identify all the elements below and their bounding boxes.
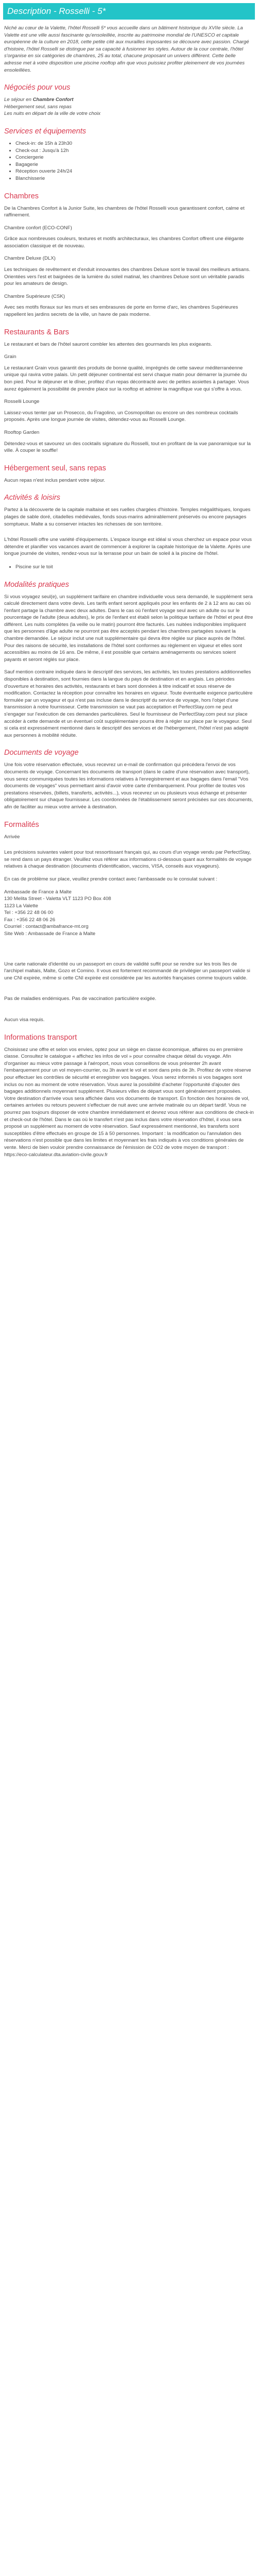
embassy-city: 1123 La Valette — [4, 903, 38, 909]
formalities-text-4: Pas de maladies endémiques. Pas de vaccination particulière exigée. — [4, 996, 156, 1002]
embassy-web: Site Web : Ambassade de France à Malte — [4, 931, 95, 937]
accommodation-line3: Les nuits en départ de la ville de votre choix — [4, 111, 101, 117]
formalities-text-3: Une carte nationale d'identité ou un passeport en cours de validité suffit pour se rendre sur les trois îles de l'archipel maltais, Malte, Gozo et Comino. Il vous est fortement recommandé de privilégier un passeport valide si une CNI expirée, même si cette CNI expirée est considérée par les autorités françaises comme toujours valide. — [4, 961, 250, 981]
embassy-name: Ambassade de France à Malte — [4, 889, 72, 895]
accommodation-line1-pre: Le séjour en — [4, 97, 33, 103]
rooms-intro: De la Chambres Confort à la Junior Suite, les chambres de l'hôtel Rosselli vous garantissent confort, calme et raffinement. — [4, 205, 245, 218]
accommodation-room-type: Chambre Confort — [33, 97, 74, 103]
list-item: • Blanchisserie — [15, 175, 254, 182]
accommodation-heading: Négociés pour vous — [4, 83, 71, 92]
transport-text: Choisissez une offre et selon vos envies, optez pour un siège en classe économique, affaires ou en première classe. Consultez le catalogue « affichez les infos de vol » pour connaître chaque détail du voyage. Afin d'organiser au mieux votre passage à l'aéroport, nous vous conseillons de vous présenter 2h avant l'embarquement pour un vol moyen-courrier, ou 3h avant le vol et sont dans près de 3h. Profitez de votre réserve pour effectuer les contrôles de sécurité et enregistrer vos bagages. Vous serez informés si vos bagages sont inclus ou non au moment de votre réservation. Vous aurez la possibilité d'acheter l'opportunité d'ajouter des bagages additionnels moyennant supplément. Plusieurs villes de départ vous sont généralement proposées. Votre destination d'arrivée vous sera affichée dans vos documents de transport. En fonction des horaires de vol, certaines arrivées ou retours peuvent s'effectuer de nuit avec une arrivée matinale ou un départ tardif. Vous ne pourrez pas toujours disposer de votre chambre immédiatement et devrez vous référer aux conditions de check-in et check-out de l'hôtel. Dans le cas où le transfert n'est pas inclus dans votre réservation d'hôtel, il vous sera proposé un supplément au moment de votre réservation. Sauf expressément mentionné, les transferts sont susceptibles d'être effectués en groupe de 15 à 50 personnes. Important : la modification ou l'annulation des réservations n'est possible que dans les limites et moyennant les frais indiqués à vos conditions générales de vente. Merci de bien vouloir prendre connaissance de l'émission de CO2 de votre moyen de transport : https://eco-calculateur.dta.aviation-civile.gouv.fr — [4, 1046, 254, 1158]
restaurants-intro: Le restaurant et bars de l'hôtel sauront combler les attentes des gourmands les plus exigeants. — [4, 341, 212, 347]
rooms-heading: Chambres — [4, 192, 39, 200]
list-item: • Réception ouverte 24h/24 — [15, 168, 254, 175]
list-item: • Bagagerie — [15, 161, 254, 168]
meals-heading: Hébergement seul, sans repas — [4, 464, 106, 472]
embassy-fax: Fax : +356 22 48 06 26 — [4, 917, 55, 923]
description-banner: Description - Rosselli - 5* — [3, 3, 255, 20]
room-confort-text: Grâce aux nombreuses couleurs, textures et motifs architecturaux, les chambres Confort offrent une élégante association classique et de nouveau. — [4, 236, 244, 249]
list-item: • Check-in: de 15h à 23h30 — [15, 140, 254, 147]
services-heading: Services et équipements — [4, 127, 86, 135]
formalities-heading: Formalités — [4, 820, 39, 829]
embassy-email: Courriel : contact@ambafrance-mt.org — [4, 924, 89, 930]
lounge-title: Rosselli Lounge — [4, 399, 40, 405]
list-item: • Piscine sur le toit — [15, 564, 254, 571]
accommodation-line2: Hébergement seul, sans repas — [4, 104, 72, 110]
meals-text: Aucun repas n'est inclus pendant votre séjour. — [4, 477, 105, 483]
intro-text: Niché au cœur de la Valette, l'hôtel Rosselli 5* vous accueille dans un bâtiment historique du XVIIe siècle. La Valette est une ville aussi fascinante qu'ensoleillée, inscrite au patrimoine mondial de l'UNESCO et capitale européenne de la culture en 2018, cette petite cité aux murailles imposantes se découvre avec passion. Chargé d'histoire, l'hôtel Rosselli se distingue par sa capacité à fusionner les styles. Autour de la cour centrale, l'hôtel s'organise en six catégories de chambres, 25 au total, chacune proposant un univers différent. Cette belle adresse met à votre disposition une piscine rooftop afin que vous puissiez profiter pleinement de vos journées ensoleillées. — [4, 25, 249, 73]
activities-list — [15, 564, 254, 571]
embassy-tel: Tel : +356 22 48 06 00 — [4, 910, 54, 916]
transport-heading: Informations transport — [4, 1033, 77, 1042]
formalities-text-2: En cas de problème sur place, veuillez prendre contact avec l'ambassade ou le consulat suivant : — [4, 876, 217, 882]
modalities-text-1: Si vous voyagez seul(e), un supplément tarifaire en chambre individuelle vous sera demandé, le supplément sera calculé directement dans votre devis. Les tarifs enfant seront appliqués pour les enfants de 2 à 12 ans au cas où l'enfant partage la chambre avec deux adultes. Dans le cas où l'enfant voyage seul avec un adulte ou sur le pourcentage de l'adulte (deux adultes), le prix de l'enfant est établi selon la politique tarifaire de l'hôtel et peut être différent. Les nuits complètes (la veille ou le matin) pourront être facturés. Les nuitées indisponibles impliquent que les personnes d'âge adulte ne pourront pas être acceptés pendant les chambres partagées suivant la chambre demandée. Le séjour inclut une nuit supplémentaire qui devra être réglée sur place auprès de l'hôtel. Pour des raisons de sécurité, les installations de l'hôtel sont conformes au règlement en vigueur et elles sont accessibles au moins de 16 ans. De même, il est possible que certains aménagements ou services soient payants et seront réglés sur place. — [4, 594, 253, 663]
grain-text: Le restaurant Grain vous garantit des produits de bonne qualité, imprégnés de cette saveur méditerranéenne unique qui ravira votre palais. Un petit déjeuner continental est servi chaque matin pour démarrer la journée du bon pied. Pour le déjeuner et le dîner, profitez d'un repas décontracté avec de petites assiettes à partager. Vous aurez également la possibilité de prendre place sur la rooftop et admirer la magnifique vue qui s'offre à vous. — [4, 365, 249, 392]
grain-title: Grain — [4, 354, 17, 360]
embassy-block — [4, 889, 254, 938]
accommodation-details — [4, 96, 254, 117]
lounge-text: Laissez-vous tenter par un Prosecco, du Fragolino, un Cosmopolitan ou encore un des nombreux cocktails proposés. Après une longue journée de visites, détendez-vous au Rosselli Lounge. — [4, 410, 238, 423]
room-superieure-title: Chambre Supérieure (CSK) — [4, 293, 65, 299]
documents-text: Une fois votre réservation effectuée, vous recevrez un e-mail de confirmation qui précédera l'envoi de vos documents de voyage. Concernant les documents de transport (dans le cadre d'une réservation avec transport), vous serez communiquées toutes les informations relatives à l'enregistrement et aux bagages dans l'email "Vos documents de voyages" vous permettant ainsi d'avoir votre carte d'embarquement. Pour profiter de toutes vos prestations réservées, (billets, transferts, activités...), vous recevrez un ou plusieurs vous échange et présenter obligatoirement sur chaque fournisseur. Les coordonnées de l'établissement seront précisées sur ces documents, afin de faciliter au mieux votre arrivée à destination. — [4, 762, 253, 810]
documents-heading: Documents de voyage — [4, 749, 79, 757]
formalities-arrival: Arrivée — [4, 834, 20, 840]
modalities-text-2: Sauf mention contraire indiquée dans le descriptif des services, les activités, les toutes prestations additionnelles disponibles à destination, sont fournies dans la langue du pays de destination et en anglais. Les périodes d'ouverture et horaires des activités, restaurants et bars sont données à titre indicatif et sous réserve de modification. Contactez la réception pour connaître les horaires en vigueur. Toute éventuelle exigence particulière formulée par un voyageur et qui n'est pas incluse dans le descriptif du service de voyage, hors l'objet d'une transmission à notre fournisseur. Cette transmission se vaut pas acceptation et PerfectStay.com ne peut s'engager sur l'exécution de ces demandes particulières. Seul le fournisseur de PerfectStay.com peut sur place accéder à cette demande et un éventuel coût supplémentaire pourra être à régler sur place par le voyageur. Seul si cela est expressément mentionné dans le descriptif des services et de l'hébergement, l'hôtel n'est pas adapté aux personnes à mobilité réduite. — [4, 669, 253, 738]
room-deluxe-title: Chambre Deluxe (DLX) — [4, 256, 56, 262]
restaurants-heading: Restaurants & Bars — [4, 328, 69, 336]
room-superieure-text: Avec ses motifs floraux sur les murs et ses embrasures de porte en forme d'arc, les chambres Supérieures rappellent les jardins secrets de la ville, un havre de paix moderne. — [4, 304, 238, 318]
embassy-address: 130 Melita Street - Valetta VLT 1123 PO Box 408 — [4, 896, 111, 902]
modalities-heading: Modalités pratiques — [4, 580, 69, 589]
activities-heading: Activités & loisirs — [4, 494, 60, 502]
room-confort-title: Chambre confort (ECO-CONF) — [4, 225, 72, 231]
formalities-text-1: Les précisions suivantes valent pour tout ressortissant français qui, au cours d'un voyage vendu par PerfectStay, se rend dans un pays étranger. Veuillez vous référer aux informations ci-dessous quant aux formalités de voyage relatives à chaque destination (documents d'identification, vaccins, VISA, conseils aux voyageurs). — [4, 850, 252, 870]
rooftop-title: Rooftop Garden — [4, 429, 40, 435]
activities-text-2: L'hôtel Rosselli offre une variété d'équipements. L'espace lounge est idéal si vous cherchez un espace pour vous détendre et planifier vos vacances avant de commencer à explorer la capitale historique de la Valette. Après une longue journée de visites, rendez-vous sur la terrasse pour un bain de soleil à la piscine de l'hôtel. — [4, 537, 252, 557]
services-list — [15, 140, 254, 182]
room-deluxe-text: Les techniques de revêtement et d'enduit innovantes des chambres Deluxe sont le travail des meilleurs artisans. Orientées vers l'est et baignées de la lumière du soleil matinal, les chambres Deluxe sont un véritable paradis pour les amateurs de design. — [4, 267, 250, 287]
list-item: • Conciergerie — [15, 154, 254, 161]
list-item: • Check-out : Jusqu'à 12h — [15, 147, 254, 155]
formalities-text-5: Aucun visa requis. — [4, 1017, 45, 1023]
rooftop-text: Détendez-vous et savourez un des cocktails signature du Rosselli, tout en profitant de la vue panoramique sur la ville. À couper le souffle! — [4, 440, 251, 454]
page — [0, 0, 258, 1158]
activities-text-1: Partez à la découverte de la capitale maltaise et ses ruelles chargées d'histoire. Temples mégalithiques, longues plages de sable doré, citadelles médiévales, fonds sous-marins admirablement préservés ou encore paysages somptueux. Malte a su conserver intactes les richesses de son territoire. — [4, 507, 251, 527]
